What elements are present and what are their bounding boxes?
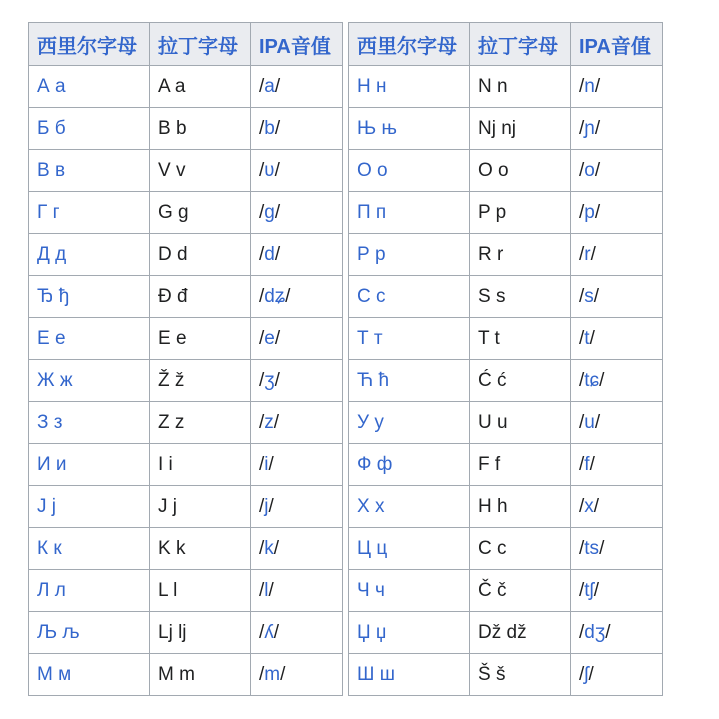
ipa-symbol-link[interactable]: ʃ [584, 663, 589, 685]
cyrillic-cell[interactable] [29, 612, 150, 654]
latin-cell [150, 276, 251, 318]
cyrillic-cell[interactable] [29, 360, 150, 402]
ipa-symbol-link[interactable]: dʒ [584, 621, 606, 643]
cyrillic-letter-link[interactable]: Л л [37, 579, 66, 601]
table-row [349, 612, 663, 654]
cyrillic-cell[interactable] [349, 486, 470, 528]
latin-letter: Č č [478, 579, 507, 601]
ipa-slash-close: / [273, 537, 280, 559]
ipa-symbol-link[interactable]: dʑ [264, 285, 286, 307]
cyrillic-cell[interactable] [29, 234, 150, 276]
ipa-cell [251, 66, 343, 108]
table-row [29, 276, 343, 318]
ipa-cell [571, 234, 663, 276]
ipa-slash-close: / [274, 327, 281, 349]
ipa-symbol-link[interactable]: z [264, 411, 274, 433]
latin-letter: B b [158, 117, 187, 139]
ipa-cell [251, 444, 343, 486]
cyrillic-cell[interactable] [349, 150, 470, 192]
ipa-slash-open: / [259, 369, 265, 391]
ipa-slash-open: / [259, 579, 265, 601]
ipa-slash-close: / [285, 285, 291, 307]
ipa-cell [251, 192, 343, 234]
ipa-cell [571, 318, 663, 360]
cyrillic-cell[interactable] [349, 192, 470, 234]
cyrillic-cell[interactable] [349, 654, 470, 696]
table-row [29, 192, 343, 234]
ipa-slash-close: / [274, 159, 280, 181]
cyrillic-letter-link[interactable]: Ф ф [357, 453, 393, 475]
latin-cell [150, 654, 251, 696]
cyrillic-letter-link[interactable]: Р р [357, 243, 386, 265]
ipa-cell [571, 402, 663, 444]
latin-letter: M m [158, 663, 195, 685]
ipa-slash-open: / [579, 75, 585, 97]
ipa-slash-open: / [259, 327, 265, 349]
ipa-cell [251, 234, 343, 276]
header-latin: 拉丁字母 [150, 23, 251, 66]
ipa-slash-open: / [579, 453, 585, 475]
ipa-slash-close: / [605, 621, 611, 643]
alphabet-table-right [348, 22, 663, 696]
cyrillic-cell[interactable] [349, 444, 470, 486]
cyrillic-cell[interactable] [29, 192, 150, 234]
cyrillic-letter-link[interactable]: Г г [37, 201, 60, 223]
ipa-cell [571, 528, 663, 570]
ipa-slash-open: / [259, 663, 265, 685]
left-table-body [29, 66, 343, 696]
latin-letter: Dž dž [478, 621, 527, 643]
latin-cell [470, 444, 571, 486]
ipa-symbol-link[interactable]: d [264, 243, 275, 265]
ipa-slash-open: / [579, 369, 585, 391]
latin-letter: F f [478, 453, 501, 475]
table-row [349, 654, 663, 696]
latin-cell [470, 402, 571, 444]
cyrillic-cell[interactable] [349, 570, 470, 612]
cyrillic-letter-link[interactable]: Ч ч [357, 579, 385, 601]
ipa-cell [571, 570, 663, 612]
ipa-slash-close: / [274, 243, 281, 265]
table-row [349, 192, 663, 234]
ipa-slash-open: / [579, 243, 585, 265]
latin-cell [470, 528, 571, 570]
table-row [349, 360, 663, 402]
ipa-symbol-link[interactable]: x [584, 495, 594, 517]
table-row [349, 276, 663, 318]
ipa-symbol-link[interactable]: k [264, 537, 274, 559]
cyrillic-letter-link[interactable]: М м [37, 663, 72, 685]
table-row [29, 654, 343, 696]
latin-letter: I i [158, 453, 173, 475]
latin-cell [150, 108, 251, 150]
ipa-symbol-link[interactable]: ʋ [264, 159, 275, 181]
ipa-symbol-link[interactable]: s [584, 285, 594, 307]
ipa-symbol-link[interactable]: ʒ [264, 369, 275, 391]
latin-letter: S s [478, 285, 506, 307]
ipa-cell [571, 192, 663, 234]
ipa-slash-close: / [593, 285, 600, 307]
ipa-slash-open: / [259, 201, 265, 223]
cyrillic-letter-link[interactable]: Њ њ [357, 117, 397, 139]
ipa-symbol-link[interactable]: tʃ [584, 579, 594, 601]
cyrillic-letter-link[interactable]: Б б [37, 117, 66, 139]
latin-letter: H h [478, 495, 508, 517]
cyrillic-cell[interactable] [349, 66, 470, 108]
cyrillic-letter-link[interactable]: В в [37, 159, 66, 181]
latin-cell [150, 234, 251, 276]
ipa-cell [251, 528, 343, 570]
table-row [29, 108, 343, 150]
ipa-slash-open: / [259, 243, 265, 265]
latin-letter: V v [158, 159, 186, 181]
table-row [349, 234, 663, 276]
ipa-slash-close: / [599, 537, 605, 559]
ipa-slash-open: / [259, 495, 265, 517]
latin-letter: J j [158, 495, 177, 517]
ipa-slash-open: / [259, 621, 265, 643]
ipa-symbol-link[interactable]: r [584, 243, 591, 265]
ipa-slash-open: / [259, 75, 265, 97]
cyrillic-letter-link[interactable]: Ћ ћ [357, 369, 390, 391]
cyrillic-cell[interactable] [29, 150, 150, 192]
header-latin: 拉丁字母 [470, 23, 571, 66]
ipa-slash-close: / [268, 453, 274, 475]
header-ipa: IPA音值 [571, 23, 663, 66]
latin-cell [150, 402, 251, 444]
table-row [349, 150, 663, 192]
table-row [29, 234, 343, 276]
ipa-slash-open: / [579, 117, 585, 139]
ipa-symbol-link[interactable]: ts [584, 537, 600, 559]
ipa-slash-close: / [593, 495, 600, 517]
ipa-cell [571, 654, 663, 696]
cyrillic-letter-link[interactable]: Љ љ [37, 621, 80, 643]
cyrillic-letter-link[interactable]: У у [357, 411, 384, 433]
ipa-slash-close: / [274, 117, 281, 139]
table-row [349, 318, 663, 360]
cyrillic-cell[interactable] [29, 654, 150, 696]
ipa-slash-open: / [259, 411, 265, 433]
header-row [29, 23, 343, 66]
ipa-slash-open: / [259, 537, 265, 559]
cyrillic-letter-link[interactable]: А а [37, 75, 66, 97]
cyrillic-cell[interactable] [29, 276, 150, 318]
cyrillic-cell[interactable] [349, 276, 470, 318]
cyrillic-letter-link[interactable]: Е е [37, 327, 66, 349]
latin-cell [150, 444, 251, 486]
table-row [349, 486, 663, 528]
cyrillic-letter-link[interactable]: К к [37, 537, 62, 559]
cyrillic-letter-link[interactable]: П п [357, 201, 387, 223]
latin-letter: P p [478, 201, 507, 223]
ipa-slash-open: / [259, 285, 265, 307]
ipa-symbol-link[interactable]: u [584, 411, 595, 433]
header-ipa: IPA音值 [251, 23, 343, 66]
table-row [29, 486, 343, 528]
latin-cell [150, 528, 251, 570]
ipa-slash-open: / [259, 453, 265, 475]
latin-letter: Z z [158, 411, 185, 433]
latin-letter: R r [478, 243, 504, 265]
ipa-slash-close: / [274, 369, 280, 391]
ipa-symbol-link[interactable]: n [584, 75, 595, 97]
latin-cell [150, 318, 251, 360]
cyrillic-letter-link[interactable]: С с [357, 285, 386, 307]
ipa-slash-open: / [579, 411, 585, 433]
latin-letter: L l [158, 579, 178, 601]
ipa-symbol-link[interactable]: ɲ [584, 117, 595, 139]
ipa-cell [251, 570, 343, 612]
latin-letter: Đ đ [158, 285, 188, 307]
ipa-cell [251, 654, 343, 696]
ipa-slash-open: / [579, 621, 585, 643]
table-row [29, 360, 343, 402]
cyrillic-letter-link[interactable]: Н н [357, 75, 387, 97]
cyrillic-letter-link[interactable]: Ђ ђ [37, 285, 70, 307]
cyrillic-cell[interactable] [349, 612, 470, 654]
latin-cell [470, 612, 571, 654]
latin-letter: C c [478, 537, 507, 559]
cyrillic-cell[interactable] [349, 318, 470, 360]
table-row [29, 402, 343, 444]
ipa-cell [251, 276, 343, 318]
latin-letter: E e [158, 327, 187, 349]
latin-cell [470, 570, 571, 612]
table-row [349, 528, 663, 570]
ipa-slash-close: / [594, 117, 601, 139]
table-row [349, 402, 663, 444]
ipa-cell [571, 444, 663, 486]
latin-letter: U u [478, 411, 508, 433]
table-row [349, 444, 663, 486]
ipa-slash-open: / [259, 159, 265, 181]
ipa-slash-open: / [579, 285, 585, 307]
ipa-slash-close: / [280, 663, 286, 685]
ipa-symbol-link[interactable]: l [264, 579, 269, 601]
ipa-slash-open: / [579, 537, 585, 559]
latin-cell [150, 192, 251, 234]
latin-letter: D d [158, 243, 188, 265]
ipa-cell [571, 276, 663, 318]
latin-letter: A a [158, 75, 186, 97]
cyrillic-cell[interactable] [29, 486, 150, 528]
ipa-symbol-link[interactable]: f [584, 453, 590, 475]
ipa-slash-close: / [273, 621, 280, 643]
cyrillic-cell[interactable] [29, 402, 150, 444]
ipa-slash-open: / [579, 327, 585, 349]
table-row [29, 66, 343, 108]
latin-cell [150, 66, 251, 108]
ipa-cell [251, 402, 343, 444]
cyrillic-cell[interactable] [349, 528, 470, 570]
ipa-symbol-link[interactable]: b [264, 117, 275, 139]
latin-cell [470, 486, 571, 528]
ipa-slash-open: / [579, 663, 585, 685]
ipa-symbol-link[interactable]: a [264, 75, 275, 97]
cyrillic-cell[interactable] [29, 570, 150, 612]
latin-letter: Nj nj [478, 117, 517, 139]
latin-letter: Š š [478, 663, 506, 685]
cyrillic-letter-link[interactable]: Ш ш [357, 663, 395, 685]
table-row [349, 570, 663, 612]
cyrillic-cell[interactable] [349, 234, 470, 276]
ipa-slash-close: / [593, 579, 600, 601]
ipa-slash-close: / [589, 327, 595, 349]
latin-letter: T t [478, 327, 500, 349]
latin-cell [470, 276, 571, 318]
latin-cell [150, 360, 251, 402]
latin-cell [470, 318, 571, 360]
latin-cell [470, 192, 571, 234]
latin-cell [150, 612, 251, 654]
ipa-slash-open: / [259, 117, 265, 139]
ipa-slash-close: / [599, 369, 605, 391]
ipa-slash-close: / [594, 159, 601, 181]
ipa-slash-close: / [594, 75, 601, 97]
ipa-cell [251, 360, 343, 402]
ipa-symbol-link[interactable]: p [584, 201, 595, 223]
ipa-symbol-link[interactable]: e [264, 327, 275, 349]
ipa-symbol-link[interactable]: ʎ [264, 621, 274, 643]
latin-cell [470, 654, 571, 696]
cyrillic-letter-link[interactable]: О о [357, 159, 388, 181]
ipa-cell [571, 108, 663, 150]
ipa-cell [571, 360, 663, 402]
ipa-cell [251, 486, 343, 528]
ipa-slash-open: / [579, 495, 585, 517]
ipa-slash-close: / [590, 243, 596, 265]
ipa-symbol-link[interactable]: i [264, 453, 269, 475]
latin-cell [470, 66, 571, 108]
ipa-cell [251, 612, 343, 654]
ipa-cell [251, 150, 343, 192]
ipa-cell [571, 486, 663, 528]
ipa-slash-close: / [594, 411, 601, 433]
cyrillic-cell[interactable] [29, 66, 150, 108]
cyrillic-cell[interactable] [29, 528, 150, 570]
cyrillic-letter-link[interactable]: Ж ж [37, 369, 73, 391]
latin-letter: O o [478, 159, 509, 181]
ipa-slash-close: / [594, 201, 601, 223]
latin-cell [470, 360, 571, 402]
ipa-symbol-link[interactable]: o [584, 159, 595, 181]
ipa-symbol-link[interactable]: tɕ [584, 369, 600, 391]
header-cyrillic: 西里尔字母 [349, 23, 470, 66]
ipa-slash-close: / [589, 453, 595, 475]
cyrillic-letter-link[interactable]: И и [37, 453, 67, 475]
ipa-slash-close: / [274, 75, 281, 97]
latin-letter: Ć ć [478, 369, 507, 391]
cyrillic-cell[interactable] [29, 318, 150, 360]
ipa-slash-close: / [268, 495, 274, 517]
ipa-slash-open: / [579, 159, 585, 181]
ipa-slash-close: / [268, 579, 274, 601]
ipa-slash-open: / [579, 579, 585, 601]
table-row [29, 528, 343, 570]
latin-cell [470, 234, 571, 276]
header-row [349, 23, 663, 66]
table-row [29, 612, 343, 654]
ipa-symbol-link[interactable]: m [264, 663, 281, 685]
header-cyrillic: 西里尔字母 [29, 23, 150, 66]
cyrillic-cell[interactable] [29, 444, 150, 486]
latin-letter: Ž ž [158, 369, 185, 391]
latin-letter: N n [478, 75, 508, 97]
ipa-slash-open: / [579, 201, 585, 223]
ipa-slash-close: / [273, 411, 280, 433]
ipa-symbol-link[interactable]: ɡ [264, 201, 275, 223]
cyrillic-cell[interactable] [349, 402, 470, 444]
latin-letter: G g [158, 201, 189, 223]
latin-cell [470, 150, 571, 192]
table-row [29, 570, 343, 612]
latin-letter: Lj lj [158, 621, 187, 643]
ipa-slash-close: / [274, 201, 281, 223]
latin-cell [150, 570, 251, 612]
cyrillic-cell[interactable] [349, 108, 470, 150]
latin-letter: K k [158, 537, 186, 559]
table-row [29, 318, 343, 360]
ipa-cell [571, 150, 663, 192]
ipa-cell [571, 66, 663, 108]
latin-cell [150, 150, 251, 192]
ipa-symbol-link[interactable]: j [264, 495, 269, 517]
ipa-cell [251, 108, 343, 150]
latin-cell [150, 486, 251, 528]
table-row [29, 150, 343, 192]
right-table-body [349, 66, 663, 696]
cyrillic-letter-link[interactable]: Д д [37, 243, 67, 265]
latin-cell [470, 108, 571, 150]
cyrillic-letter-link[interactable]: Т т [357, 327, 383, 349]
cyrillic-letter-link[interactable]: Џ џ [357, 621, 387, 643]
ipa-slash-close: / [588, 663, 594, 685]
ipa-cell [571, 612, 663, 654]
alphabet-table-left [28, 22, 343, 696]
cyrillic-letter-link[interactable]: З з [37, 411, 63, 433]
table-row [349, 108, 663, 150]
cyrillic-cell[interactable] [349, 360, 470, 402]
cyrillic-letter-link[interactable]: Ј ј [37, 495, 56, 517]
table-row [349, 66, 663, 108]
cyrillic-cell[interactable] [29, 108, 150, 150]
ipa-cell [251, 318, 343, 360]
table-row [29, 444, 343, 486]
cyrillic-letter-link[interactable]: Ц ц [357, 537, 388, 559]
cyrillic-letter-link[interactable]: Х х [357, 495, 385, 517]
ipa-symbol-link[interactable]: t [584, 327, 590, 349]
